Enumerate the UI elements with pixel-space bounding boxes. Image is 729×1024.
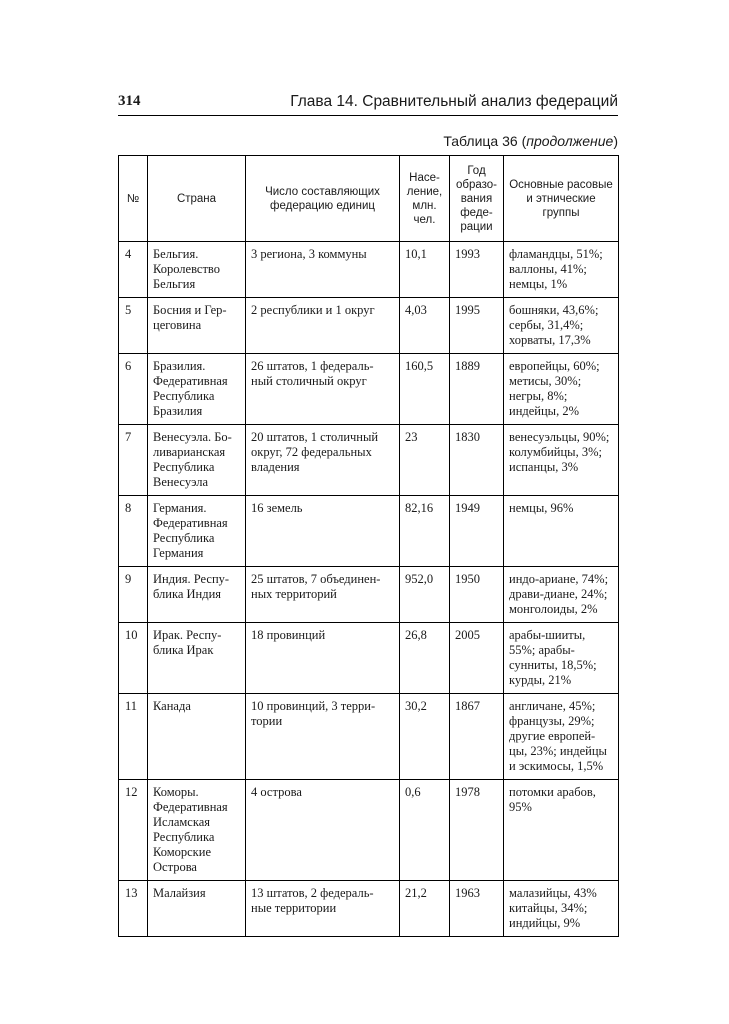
cell-population: 0,6 — [400, 780, 450, 881]
cell-year: 1889 — [450, 354, 504, 425]
cell-units: 26 штатов, 1 федераль-ный столичный округ — [246, 354, 400, 425]
table-row — [119, 496, 619, 567]
page-header — [118, 93, 618, 115]
cell-groups: англичане, 45%; французы, 29%; другие европей-цы, 23%; индейцы и эскимосы, 1,5% — [504, 694, 619, 780]
cell-population: 4,03 — [400, 298, 450, 354]
cell-year: 1993 — [450, 242, 504, 298]
cell-groups: арабы-шииты, 55%; арабы-сунниты, 18,5%; курды, 21% — [504, 623, 619, 694]
table-row — [119, 425, 619, 496]
cell-country: Коморы. Федеративная Исламская Республика Коморские Острова — [148, 780, 246, 881]
caption-close: ) — [613, 133, 618, 149]
cell-year: 1963 — [450, 881, 504, 937]
caption-continuation: продолжение — [526, 133, 614, 149]
cell-units: 20 штатов, 1 столичный округ, 72 федеральных владения — [246, 425, 400, 496]
table-row — [119, 694, 619, 780]
chapter-title: Глава 14. Сравнительный анализ федераций — [290, 93, 618, 110]
cell-units: 16 земель — [246, 496, 400, 567]
cell-population: 160,5 — [400, 354, 450, 425]
cell-num: 6 — [119, 354, 148, 425]
cell-population: 26,8 — [400, 623, 450, 694]
cell-num: 7 — [119, 425, 148, 496]
cell-population: 21,2 — [400, 881, 450, 937]
table-row — [119, 780, 619, 881]
header-country: Страна — [148, 156, 246, 242]
cell-units: 3 региона, 3 коммуны — [246, 242, 400, 298]
cell-year: 1949 — [450, 496, 504, 567]
table-row — [119, 623, 619, 694]
cell-num: 11 — [119, 694, 148, 780]
cell-units: 18 провинций — [246, 623, 400, 694]
header-groups: Основные расовые и этнические группы — [504, 156, 619, 242]
cell-country: Германия. Федеративная Республика Германия — [148, 496, 246, 567]
cell-groups: бошняки, 43,6%; сербы, 31,4%; хорваты, 17,3% — [504, 298, 619, 354]
cell-units: 4 острова — [246, 780, 400, 881]
cell-population: 30,2 — [400, 694, 450, 780]
cell-num: 9 — [119, 567, 148, 623]
cell-country: Бразилия. Федеративная Республика Бразилия — [148, 354, 246, 425]
cell-year: 1867 — [450, 694, 504, 780]
cell-year: 1830 — [450, 425, 504, 496]
cell-num: 13 — [119, 881, 148, 937]
cell-groups: венесуэльцы, 90%; колумбийцы, 3%; испанцы, 3% — [504, 425, 619, 496]
cell-num: 8 — [119, 496, 148, 567]
header-population: Насе-ление, млн. чел. — [400, 156, 450, 242]
cell-country: Малайзия — [148, 881, 246, 937]
cell-year: 1978 — [450, 780, 504, 881]
cell-groups: немцы, 96% — [504, 496, 619, 567]
caption-label: Таблица 36 ( — [443, 133, 527, 149]
table-row — [119, 881, 619, 937]
header-year: Год образо-вания феде-рации — [450, 156, 504, 242]
cell-year: 1950 — [450, 567, 504, 623]
table-row — [119, 242, 619, 298]
cell-country: Венесуэла. Бо-ливарианская Республика Венесуэла — [148, 425, 246, 496]
cell-population: 82,16 — [400, 496, 450, 567]
table-caption — [443, 133, 618, 149]
cell-population: 952,0 — [400, 567, 450, 623]
table-row — [119, 298, 619, 354]
cell-num: 4 — [119, 242, 148, 298]
cell-country: Бельгия. Королевство Бельгия — [148, 242, 246, 298]
table-row — [119, 354, 619, 425]
page-number: 314 — [118, 93, 141, 109]
cell-groups: потомки арабов, 95% — [504, 780, 619, 881]
cell-population: 10,1 — [400, 242, 450, 298]
header-num: № — [119, 156, 148, 242]
cell-year: 1995 — [450, 298, 504, 354]
cell-groups: индо-ариане, 74%; драви-диане, 24%; монголоиды, 2% — [504, 567, 619, 623]
cell-country: Индия. Респу-блика Индия — [148, 567, 246, 623]
table-header-row — [119, 156, 619, 242]
cell-num: 5 — [119, 298, 148, 354]
cell-country: Босния и Гер-цеговина — [148, 298, 246, 354]
cell-population: 23 — [400, 425, 450, 496]
table-row — [119, 567, 619, 623]
cell-year: 2005 — [450, 623, 504, 694]
cell-num: 10 — [119, 623, 148, 694]
cell-groups: малазийцы, 43% китайцы, 34%; индийцы, 9% — [504, 881, 619, 937]
cell-units: 13 штатов, 2 федераль-ные территории — [246, 881, 400, 937]
cell-num: 12 — [119, 780, 148, 881]
cell-units: 25 штатов, 7 объединен-ных территорий — [246, 567, 400, 623]
cell-units: 10 провинций, 3 терри-тории — [246, 694, 400, 780]
cell-groups: фламандцы, 51%; валлоны, 41%; немцы, 1% — [504, 242, 619, 298]
cell-units: 2 республики и 1 округ — [246, 298, 400, 354]
cell-groups: европейцы, 60%; метисы, 30%; негры, 8%; индейцы, 2% — [504, 354, 619, 425]
header-rule — [118, 115, 618, 116]
cell-country: Канада — [148, 694, 246, 780]
header-units: Число составляющих федерацию единиц — [246, 156, 400, 242]
federations-table — [118, 155, 619, 937]
cell-country: Ирак. Респу-блика Ирак — [148, 623, 246, 694]
